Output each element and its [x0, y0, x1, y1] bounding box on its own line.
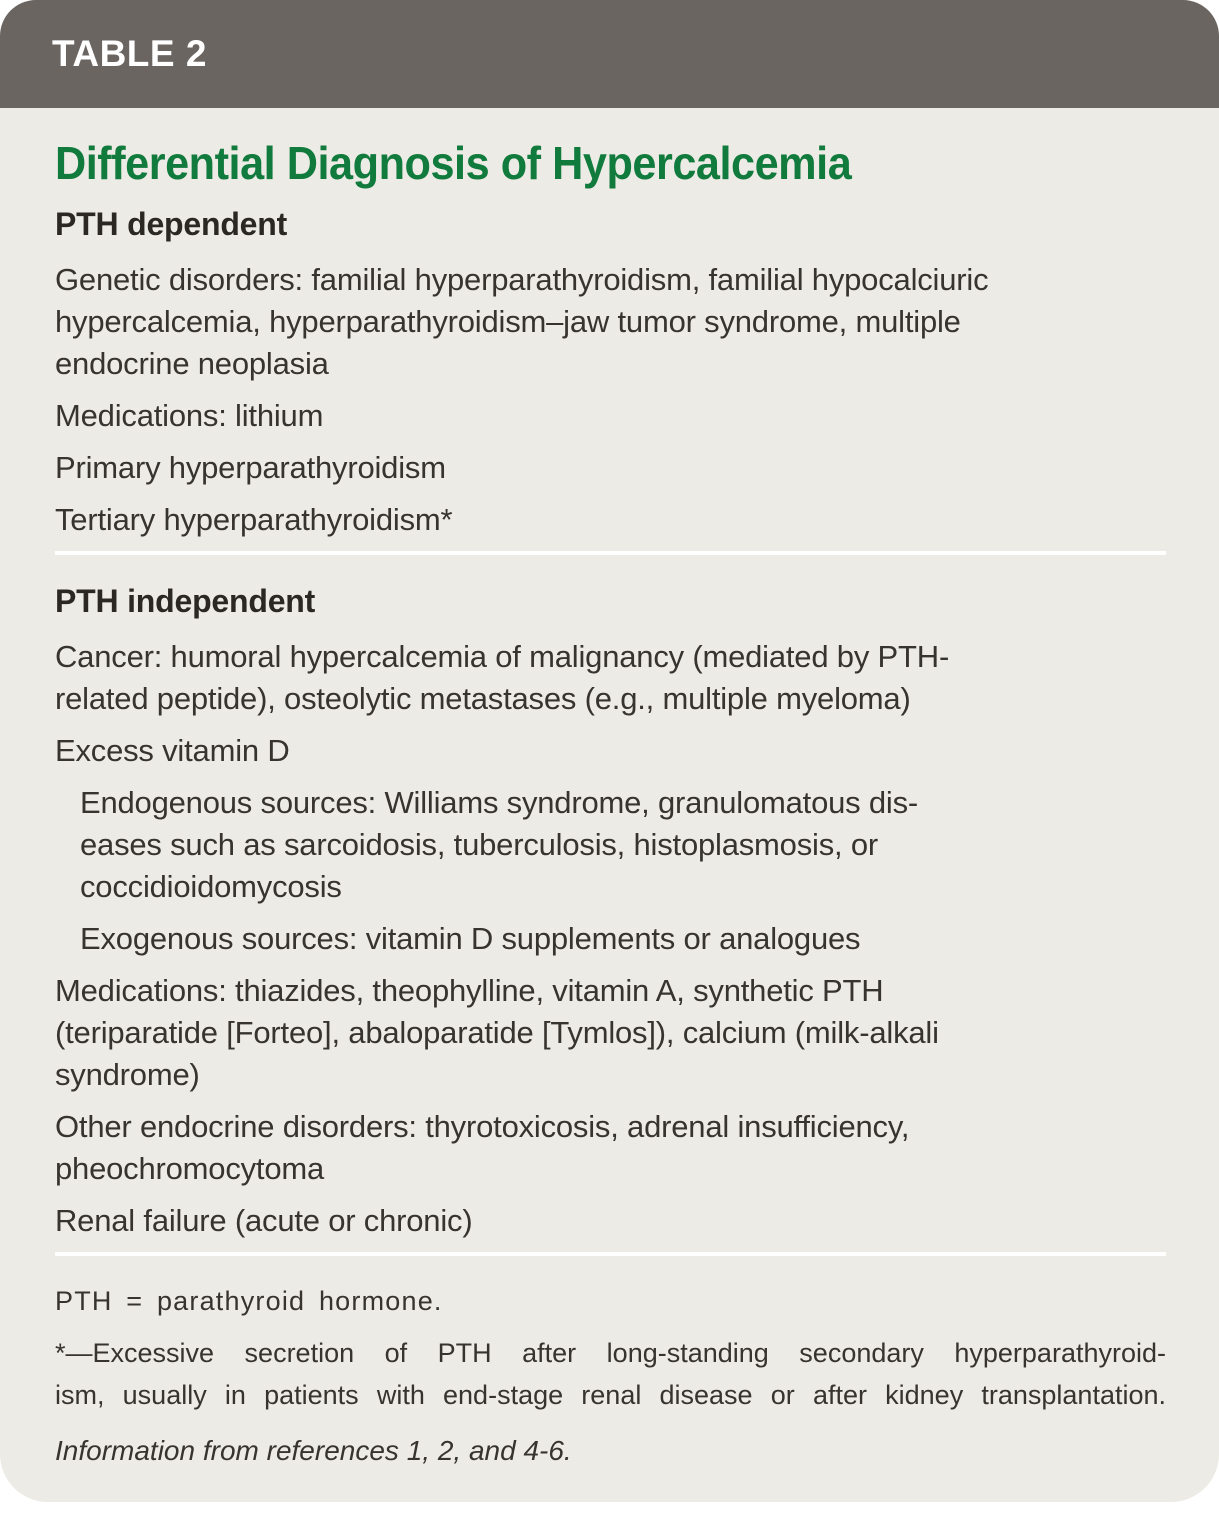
abbreviation-note: PTH = parathyroid hormone.: [55, 1286, 443, 1316]
table-header-bar: [0, 0, 1219, 108]
item-cancer: [55, 636, 1166, 720]
item-line: coccidioidomycosis: [80, 869, 342, 904]
item-tertiary-hyperparathyroidism: [55, 499, 1166, 541]
asterisk-note: [55, 1332, 1166, 1416]
asterisk-note-line: *—Excessive secretion of PTH after long-standing secondary hyperparathyroid-: [55, 1338, 1166, 1368]
item-exogenous-sources: [55, 918, 1166, 960]
table-title: Differential Diagnosis of Hypercalcemia: [55, 137, 852, 189]
item-line: Other endocrine disorders: thyrotoxicosis, adrenal insufficiency,: [55, 1109, 910, 1144]
table-body: [0, 108, 1219, 1502]
item-genetic-disorders: [55, 259, 1166, 385]
item-endogenous-sources: [55, 782, 1166, 908]
item-line: endocrine neoplasia: [55, 346, 329, 381]
item-line: Medications: lithium: [55, 398, 324, 433]
item-line: Tertiary hyperparathyroidism*: [55, 502, 453, 537]
item-line: Renal failure (acute or chronic): [55, 1203, 473, 1238]
item-line: Medications: thiazides, theophylline, vitamin A, synthetic PTH: [55, 973, 884, 1008]
item-renal-failure: [55, 1200, 1166, 1242]
section-heading-pth-independent: PTH independent: [55, 583, 316, 619]
item-primary-hyperparathyroidism: [55, 447, 1166, 489]
item-line: hypercalcemia, hyperparathyroidism–jaw tumor syndrome, multiple: [55, 304, 961, 339]
item-line: eases such as sarcoidosis, tuberculosis, histoplasmosis, or: [80, 827, 878, 862]
item-line: pheochromocytoma: [55, 1151, 325, 1186]
item-line: syndrome): [55, 1057, 200, 1092]
section-divider: [55, 551, 1166, 555]
item-line: Genetic disorders: familial hyperparathyroidism, familial hypocalciuric: [55, 262, 989, 297]
item-line: (teriparatide [Forteo], abaloparatide [Tymlos]), calcium (milk-alkali: [55, 1015, 939, 1050]
asterisk-note-line: ism, usually in patients with end-stage renal disease or after kidney transplantation.: [55, 1380, 1166, 1410]
item-line: related peptide), osteolytic metastases (e.g., multiple myeloma): [55, 681, 911, 716]
item-other-endocrine-disorders: [55, 1106, 1166, 1190]
source-note: Information from references 1, 2, and 4-6.: [55, 1435, 572, 1466]
item-line: Excess vitamin D: [55, 733, 290, 768]
item-medications-thiazides: [55, 970, 1166, 1096]
item-line: Cancer: humoral hypercalcemia of malignancy (mediated by PTH-: [55, 639, 950, 674]
footnote-divider: [55, 1252, 1166, 1256]
item-line: Exogenous sources: vitamin D supplements or analogues: [80, 921, 861, 956]
item-line: Endogenous sources: Williams syndrome, granulomatous dis-: [80, 785, 919, 820]
table-number-label: TABLE 2: [52, 33, 207, 74]
section-heading-pth-dependent: PTH dependent: [55, 206, 288, 242]
item-medications-lithium: [55, 395, 1166, 437]
item-excess-vitamin-d: [55, 730, 1166, 772]
item-line: Primary hyperparathyroidism: [55, 450, 446, 485]
